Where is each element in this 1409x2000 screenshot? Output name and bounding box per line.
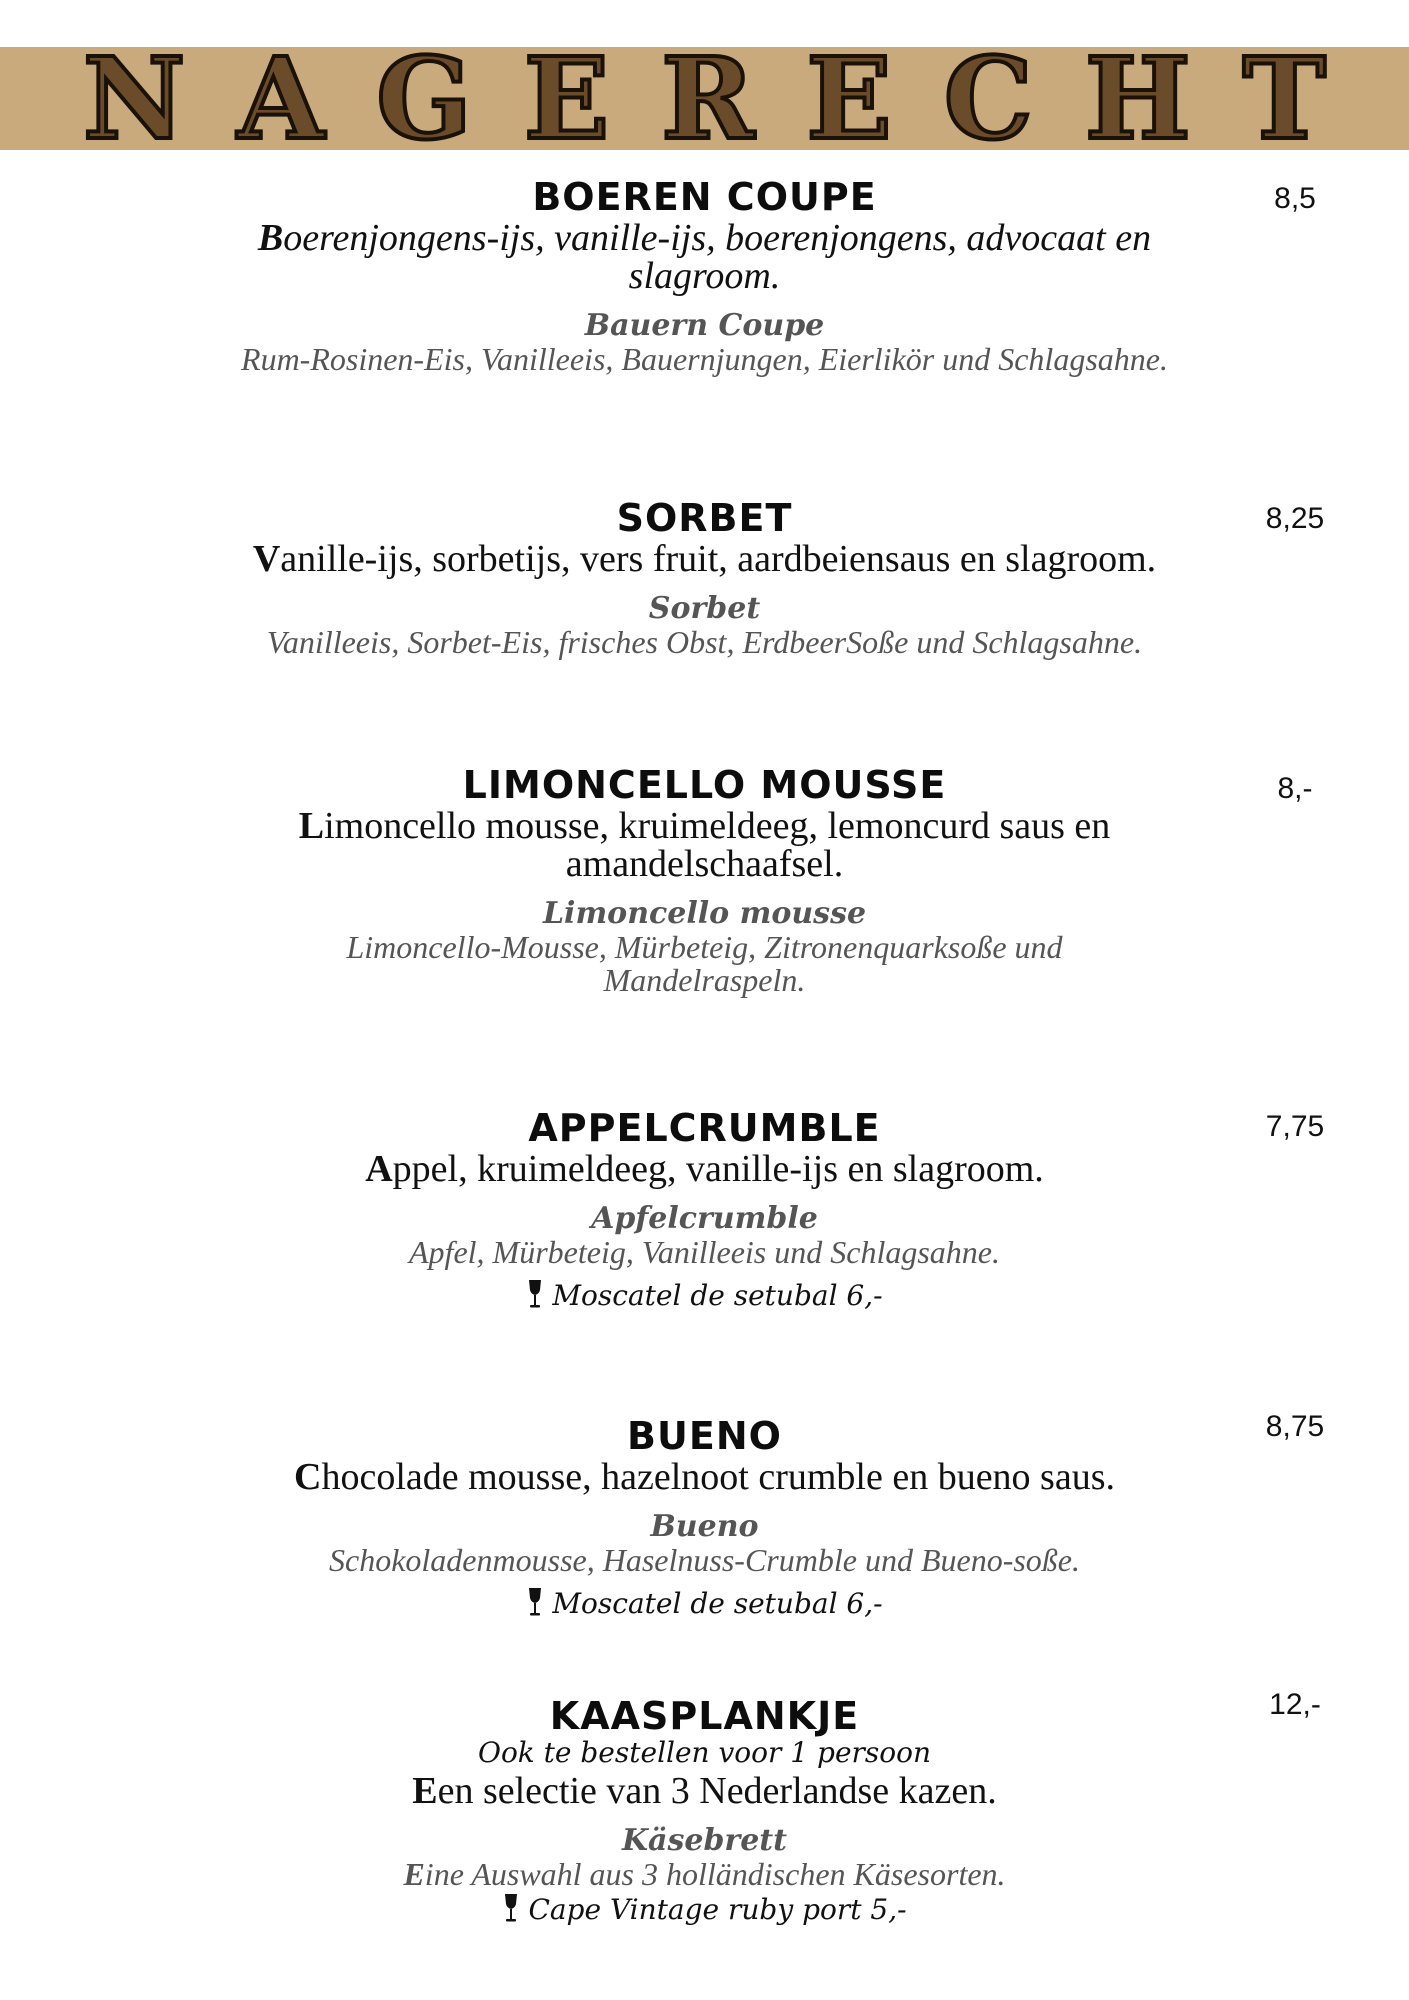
item-name: APPELCRUMBLE bbox=[528, 1106, 881, 1150]
page-title: NAGERECHT bbox=[82, 34, 1379, 165]
item-description: Chocolade mousse, hazelnoot crumble en bueno saus. bbox=[294, 1456, 1115, 1498]
wine-glass-icon bbox=[502, 1893, 520, 1923]
item-name-german: Apfelcrumble bbox=[591, 1201, 818, 1236]
item-name: BOEREN COUPE bbox=[532, 175, 877, 219]
menu-item-sorbet bbox=[0, 496, 1409, 659]
menu-item-appelcrumble bbox=[0, 1106, 1409, 1315]
menu-item-kaasplankje bbox=[0, 1694, 1409, 1929]
item-name: KAASPLANKJE bbox=[549, 1694, 860, 1738]
item-note: Ook te bestellen voor 1 persoon bbox=[477, 1736, 932, 1769]
item-name-german: Bauern Coupe bbox=[584, 308, 825, 343]
menu-item-bueno bbox=[0, 1414, 1409, 1623]
item-description-german: Eine Auswahl aus 3 holländischen Käsesorten. bbox=[403, 1856, 1006, 1892]
item-name: SORBET bbox=[616, 496, 793, 540]
item-description-german: Vanilleeis, Sorbet-Eis, frisches Obst, ErdbeerSoße und Schlagsahne. bbox=[266, 624, 1143, 660]
menu-item-limoncello-mousse bbox=[0, 763, 1409, 997]
item-name-german: Käsebrett bbox=[621, 1823, 788, 1858]
item-name-german: Limoncello mousse bbox=[542, 896, 867, 931]
item-description: Vanille-ijs, sorbetijs, vers fruit, aardbeiensaus en slagroom. bbox=[252, 538, 1157, 580]
wine-pairing: Moscatel de setubal 6,- bbox=[0, 1585, 1409, 1623]
item-name: BUENO bbox=[627, 1414, 782, 1458]
item-description-german: Rum-Rosinen-Eis, Vanilleeis, Bauernjungen, Eierlikör und Schlagsahne. bbox=[241, 341, 1168, 377]
wine-pairing: Cape Vintage ruby port 5,- bbox=[0, 1891, 1409, 1929]
item-description-german: Apfel, Mürbeteig, Vanilleeis und Schlagsahne. bbox=[409, 1234, 1000, 1270]
menu-item-boeren-coupe bbox=[0, 175, 1409, 376]
item-price: 7,75 bbox=[1265, 1110, 1325, 1143]
item-description: Een selectie van 3 Nederlandse kazen. bbox=[412, 1770, 997, 1812]
item-price: 8,- bbox=[1277, 772, 1313, 805]
item-description: Appel, kruimeldeeg, vanille-ijs en slagroom. bbox=[365, 1148, 1044, 1190]
item-price: 8,25 bbox=[1265, 502, 1325, 535]
item-name-german: Bueno bbox=[650, 1509, 759, 1544]
wine-pairing: Moscatel de setubal 6,- bbox=[0, 1277, 1409, 1315]
item-price: 8,5 bbox=[1274, 182, 1316, 215]
wine-glass-icon bbox=[526, 1279, 544, 1309]
item-description-german: Limoncello-Mousse, Mürbeteig, Zitronenquarksoße und Mandelraspeln. bbox=[346, 929, 1063, 998]
item-description: Limoncello mousse, kruimeldeeg, lemoncurd saus en amandelschaafsel. bbox=[298, 805, 1111, 885]
item-price: 8,75 bbox=[1265, 1410, 1325, 1443]
item-description-german: Schokoladenmousse, Haselnuss-Crumble und Bueno-soße. bbox=[329, 1542, 1080, 1578]
item-name: LIMONCELLO MOUSSE bbox=[462, 763, 947, 807]
wine-glass-icon bbox=[526, 1587, 544, 1617]
item-name-german: Sorbet bbox=[648, 591, 761, 626]
item-price: 12,- bbox=[1269, 1688, 1321, 1721]
item-description: Boerenjongens-ijs, vanille-ijs, boerenjongens, advocaat en slagroom. bbox=[257, 217, 1152, 297]
